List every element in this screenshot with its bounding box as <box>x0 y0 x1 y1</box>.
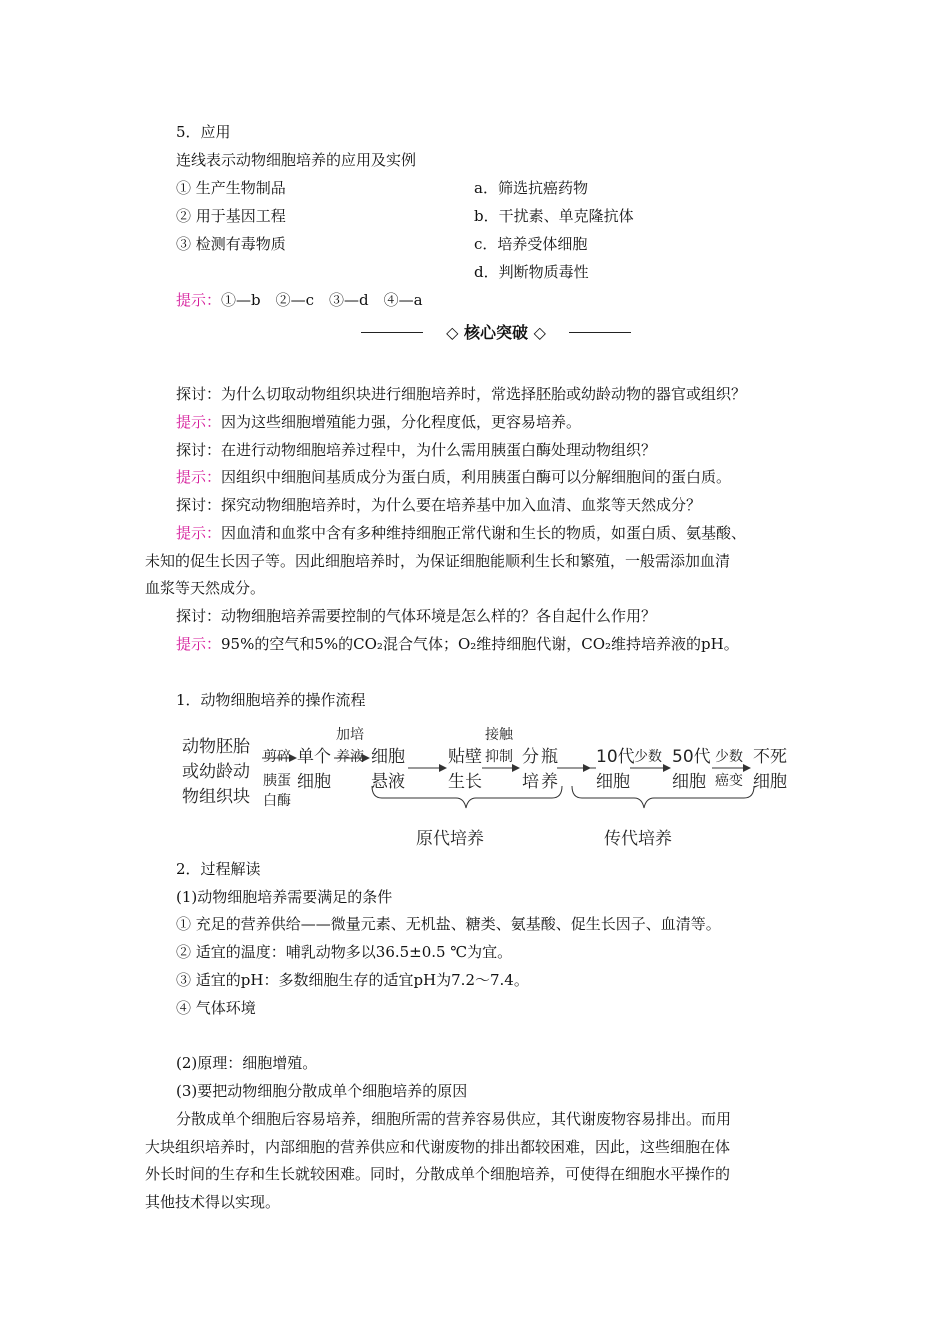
subheading: (1)动物细胞培养需要满足的条件 <box>176 888 393 906</box>
paragraph-line: 其他技术得以实现。 <box>145 1193 281 1211</box>
paragraph-line: 外长时间的生存和生长就较困难。同时，分散成单个细胞培养，可使得在细胞水平操作的 <box>145 1165 731 1183</box>
subheading: (2)原理：细胞增殖。 <box>176 1054 318 1072</box>
start-label: 动物胚胎 <box>182 737 250 757</box>
answer: 提示：因组织中细胞间基质成分为蛋白质，利用胰蛋白酶可以分解细胞间的蛋白质。 <box>176 468 732 486</box>
answer-continued: 血浆等天然成分。 <box>145 579 266 597</box>
node-label: 单个 <box>297 747 331 767</box>
section-heading: 2．过程解读 <box>176 860 261 878</box>
node-label: 10代 <box>596 747 635 767</box>
question: 探讨：为什么切取动物组织块进行细胞培养时，常选择胚胎或幼龄动物的器官或组织？ <box>176 385 747 403</box>
right-item: c．培养受体细胞 <box>474 235 588 253</box>
question: 探讨：在进行动物细胞培养过程中，为什么需用胰蛋白酶处理动物组织？ <box>176 441 657 459</box>
condition-item: ② 适宜的温度：哺乳动物多以36.5±0.5 ℃为宜。 <box>176 943 513 961</box>
process-heading: 1．动物细胞培养的操作流程 <box>176 691 366 709</box>
divider-line <box>361 332 423 333</box>
instruction-text: 连线表示动物细胞培养的应用及实例 <box>176 151 417 169</box>
divider-title: ◇ 核心突破 ◇ <box>446 323 546 342</box>
node-label: 悬液 <box>371 772 405 792</box>
node-label: 50代 <box>672 747 711 767</box>
node-label: 细胞 <box>672 772 706 792</box>
answer-continued: 未知的促生长因子等。因此细胞培养时，为保证细胞能顺利生长和繁殖，一般需添加血清 <box>145 552 731 570</box>
divider-line <box>569 332 631 333</box>
question: 探讨：动物细胞培养需要控制的气体环境是怎么样的？各自起什么作用？ <box>176 607 657 625</box>
step-label: 剪碎 <box>263 749 291 765</box>
hint-label: 提示： <box>176 635 222 653</box>
right-item: a．筛选抗癌药物 <box>474 179 588 197</box>
step-label: 抑制 <box>485 749 513 765</box>
condition-item: ④ 气体环境 <box>176 999 256 1017</box>
answer: 提示：因为这些细胞增殖能力强，分化程度低，更容易培养。 <box>176 413 582 431</box>
question: 探讨：探究动物细胞培养时，为什么要在培养基中加入血清、血浆等天然成分？ <box>176 496 702 514</box>
answer: 提示：因血清和血浆中含有多种维持细胞正常代谢和生长的物质，如蛋白质、氨基酸、 <box>176 524 747 542</box>
hint-label: 提示： <box>176 413 222 431</box>
step-label: 癌变 <box>715 773 743 789</box>
node-label: 贴壁 <box>448 747 482 767</box>
section-heading: 5．应用 <box>176 123 231 141</box>
step-label: 接触 <box>485 727 513 743</box>
condition-item: ③ 适宜的pH：多数细胞生存的适宜pH为7.2～7.4。 <box>176 971 529 989</box>
step-label: 白酶 <box>263 793 291 809</box>
answer: 提示：95%的空气和5%的CO₂混合气体；O₂维持细胞代谢，CO₂维持培养液的pH。 <box>176 635 739 653</box>
step-label: 少数 <box>715 749 743 765</box>
node-label: 不死 <box>753 747 787 767</box>
right-item: b．干扰素、单克隆抗体 <box>474 207 634 225</box>
passage-culture-label: 传代培养 <box>604 829 672 849</box>
subheading: (3)要把动物细胞分散成单个细胞培养的原因 <box>176 1082 468 1100</box>
node-label: 细胞 <box>753 772 787 792</box>
hint-line <box>176 290 423 310</box>
left-item: ① 生产生物制品 <box>176 179 286 197</box>
step-label: 胰蛋 <box>263 773 291 789</box>
step-label: 少数 <box>634 749 662 765</box>
node-label: 细胞 <box>596 772 630 792</box>
hint-label: 提示： <box>176 291 222 309</box>
step-label: 养液 <box>336 749 364 765</box>
left-item: ② 用于基因工程 <box>176 207 286 225</box>
left-item: ③ 检测有毒物质 <box>176 235 286 253</box>
hint-label: 提示： <box>176 468 222 486</box>
start-label: 物组织块 <box>182 787 250 807</box>
paragraph-line: 分散成单个细胞后容易培养，细胞所需的营养容易供应，其代谢废物容易排出。而用 <box>176 1110 732 1128</box>
node-label: 分瓶 <box>522 747 560 767</box>
right-item: d．判断物质毒性 <box>474 263 589 281</box>
condition-item: ① 充足的营养供给——微量元素、无机盐、糖类、氨基酸、促生长因子、血清等。 <box>176 915 721 933</box>
section-divider <box>361 321 631 345</box>
start-label: 或幼龄动 <box>182 762 250 782</box>
step-label: 加培 <box>336 727 364 743</box>
hint-label: 提示： <box>176 524 222 542</box>
node-label: 培养 <box>522 772 560 792</box>
node-label: 细胞 <box>297 772 331 792</box>
paragraph-line: 大块组织培养时，内部细胞的营养供应和代谢废物的排出都较困难，因此，这些细胞在体 <box>145 1138 731 1156</box>
node-label: 细胞 <box>371 747 405 767</box>
culture-flow-diagram <box>176 722 806 862</box>
hint-text: ①—b ②—c ③—d ④—a <box>221 291 423 309</box>
primary-culture-label: 原代培养 <box>416 829 484 849</box>
node-label: 生长 <box>448 772 482 792</box>
